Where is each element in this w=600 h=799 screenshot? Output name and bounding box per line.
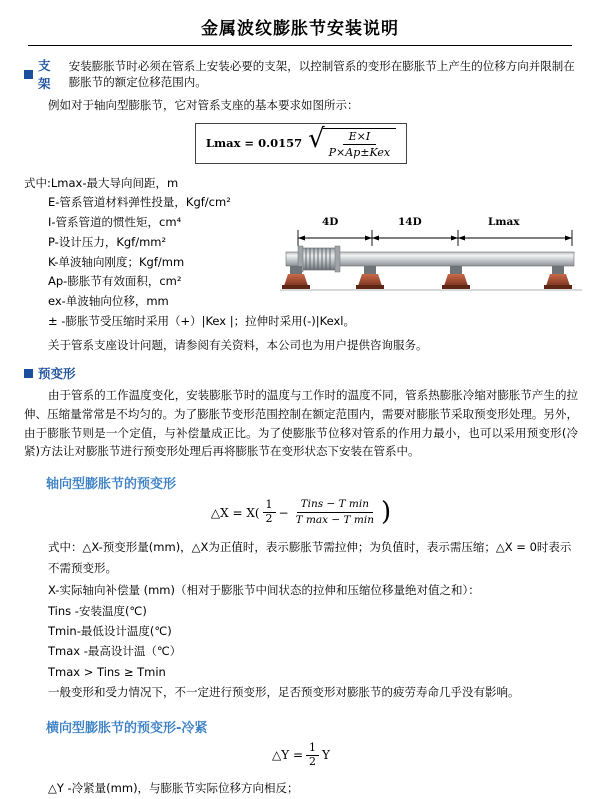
section-support-paragraph-1: 安装膨胀节时必须在管系上安装必要的支架，以控制管系的变形在膨胀节上产生的位移方向并限制在膨胀节的额定位移范围内。	[68, 59, 575, 89]
lateral-note-line: △Y -冷紧量(mm)，与膨胀节实际位移方向相反；	[48, 781, 299, 796]
formula-axial-lhs: △X = X(	[210, 505, 260, 520]
definition-item: 式中:Lmax-最大导向间距，m	[24, 175, 179, 190]
formula-lateral-cold-pull	[24, 742, 578, 768]
expansion-joint-figure	[280, 194, 582, 302]
axial-notes	[24, 537, 578, 703]
axial-note-line: X-实际轴向补偿量 (mm)（相对于膨胀节中间状态的拉伸和压缩位移量绝对值之和）：	[48, 583, 480, 598]
formula-axial-predeform	[24, 498, 578, 527]
section-support-closing: 关于管系支座设计问题，请参阅有关资料，本公司也为用户提供咨询服务。	[48, 337, 428, 352]
figure-label-4d: 4D	[322, 215, 339, 228]
definition-item: ± -膨胀节受压缩时采用（+）|Kex |；拉伸时采用(-)|Kexl。	[48, 313, 355, 328]
figure-label-14d: 14D	[398, 215, 422, 228]
definition-item: ex-单波轴向位移，mm	[48, 294, 169, 309]
section-heading-predeform	[24, 364, 578, 382]
formula-lateral-half-num: 1	[306, 742, 319, 756]
radical-sign-icon: √	[308, 123, 325, 154]
expansion-joint-diagram-svg	[280, 194, 582, 302]
page-title: 金属波纹膨胀节安装说明	[201, 19, 399, 39]
square-bullet-icon	[24, 369, 33, 378]
formula-lateral-half-den: 2	[309, 754, 317, 768]
section-support-paragraph-2: 例如对于轴向型膨胀节，它对管系支座的基本要求如图所示：	[48, 98, 359, 112]
section-predeform-paragraph: 由于管系的工作温度变化，安装膨胀节时的温度与工作时的温度不同，管系热膨胀冷缩对膨胀节产生的拉伸、压缩量常常是不均匀的。为了膨胀节变形范围控制在额定范围内，需要对膨胀节采取预变形处理。另外，由于膨胀节则是一个定值，与补偿量成正比。为了使膨胀节位移对管系的作用力最小，也可以采用预变形(冷紧)方法让对膨胀节进行预变形处理后再将膨胀节在变形状态下安装在管系中。	[24, 388, 578, 459]
axial-note-line: Tmax > Tins ≥ Tmin	[48, 664, 166, 679]
section-heading-support	[24, 56, 578, 92]
square-bullet-icon	[24, 70, 33, 79]
formula-axial-minus: −	[278, 505, 289, 520]
subsection-heading-axial: 轴向型膨胀节的预变形	[46, 476, 177, 492]
formula-lateral-lhs: △Y =	[272, 748, 304, 763]
axial-note-line: 一般变形和受力情况下，不一定进行预变形，足否预变形对膨胀节的疲劳寿命几乎没有影响。	[48, 685, 520, 700]
figure-label-lmax: Lmax	[488, 215, 520, 228]
formula-lmax-lhs: Lmax = 0.0157	[205, 136, 303, 151]
axial-note-line: 式中：△X-预变形量(mm)，△X为正值时，表示膨胀节需拉伸；为负值时，表示需压缩；△X = 0时表示不需预变形。	[48, 540, 572, 575]
lateral-notes	[24, 778, 578, 798]
formula-lmax-radical	[308, 123, 396, 159]
formula-axial-frac-num: Tins − T min	[297, 498, 373, 513]
definition-item: P-设计压力，Kgf/mm²	[48, 234, 167, 249]
axial-note-line: Tmin-最低设计温度(℃)	[48, 624, 172, 638]
formula-lateral-half	[306, 742, 319, 768]
definition-item: I-管系管道的惯性矩，cm⁴	[48, 215, 182, 230]
title-divider	[28, 45, 572, 46]
formula-lateral-rhs: Y	[322, 748, 330, 763]
axial-note-line: Tins -安装温度(℃)	[48, 603, 147, 618]
formula-axial-half	[263, 499, 276, 525]
formula-lmax-denominator: P×Ap±Kex	[328, 145, 391, 159]
definition-item: E-管系管道材料弹性投量，Kgf/cm²	[48, 195, 231, 210]
section-heading-support-label: 支架	[38, 58, 51, 91]
formula-axial-fraction	[292, 498, 378, 527]
formula-lmax-numerator: E×I	[343, 130, 377, 145]
formula-axial-frac-den: T max − T min	[295, 514, 374, 526]
section-heading-predeform-label: 预变形	[38, 366, 76, 382]
definition-item: Ap-膨胀节有效面积，cm²	[48, 274, 182, 289]
formula-axial-half-num: 1	[263, 499, 276, 513]
document-content	[0, 56, 600, 799]
formula-lmax	[24, 123, 578, 164]
formula-axial-half-den: 2	[265, 512, 273, 525]
subsection-heading-lateral: 横向型膨胀节的预变形-冷紧	[46, 720, 208, 736]
axial-note-line: Tmax -最高设计温（℃）	[48, 644, 182, 659]
document-page	[0, 14, 600, 796]
formula-axial-rhs: )	[380, 497, 392, 528]
definition-item: K-单波轴向刚度；Kgf/mm	[48, 254, 185, 269]
